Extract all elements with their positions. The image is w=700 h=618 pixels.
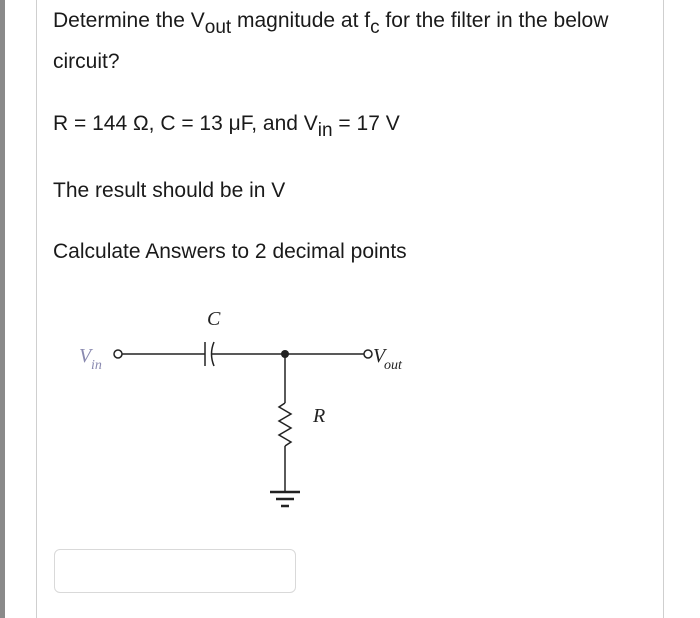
decimal-instruction: Calculate Answers to 2 decimal points xyxy=(53,240,407,263)
vin-subscript: in xyxy=(91,358,102,373)
vin-terminal xyxy=(114,350,122,358)
vout-label: V xyxy=(373,345,386,367)
result-unit-note: The result should be in V xyxy=(53,179,286,202)
vout-terminal xyxy=(364,350,372,358)
given-values: R = 144 Ω, C = 13 μF, and Vin = 17 V xyxy=(53,112,400,141)
resistor-label: R xyxy=(313,405,326,427)
resistor-symbol xyxy=(279,403,291,446)
question-text: Determine the Vout magnitude at fc for the filter in the below circuit? xyxy=(53,9,609,73)
capacitor-label: C xyxy=(207,308,221,330)
vin-label: V xyxy=(79,345,92,367)
vout-subscript: out xyxy=(384,358,402,373)
